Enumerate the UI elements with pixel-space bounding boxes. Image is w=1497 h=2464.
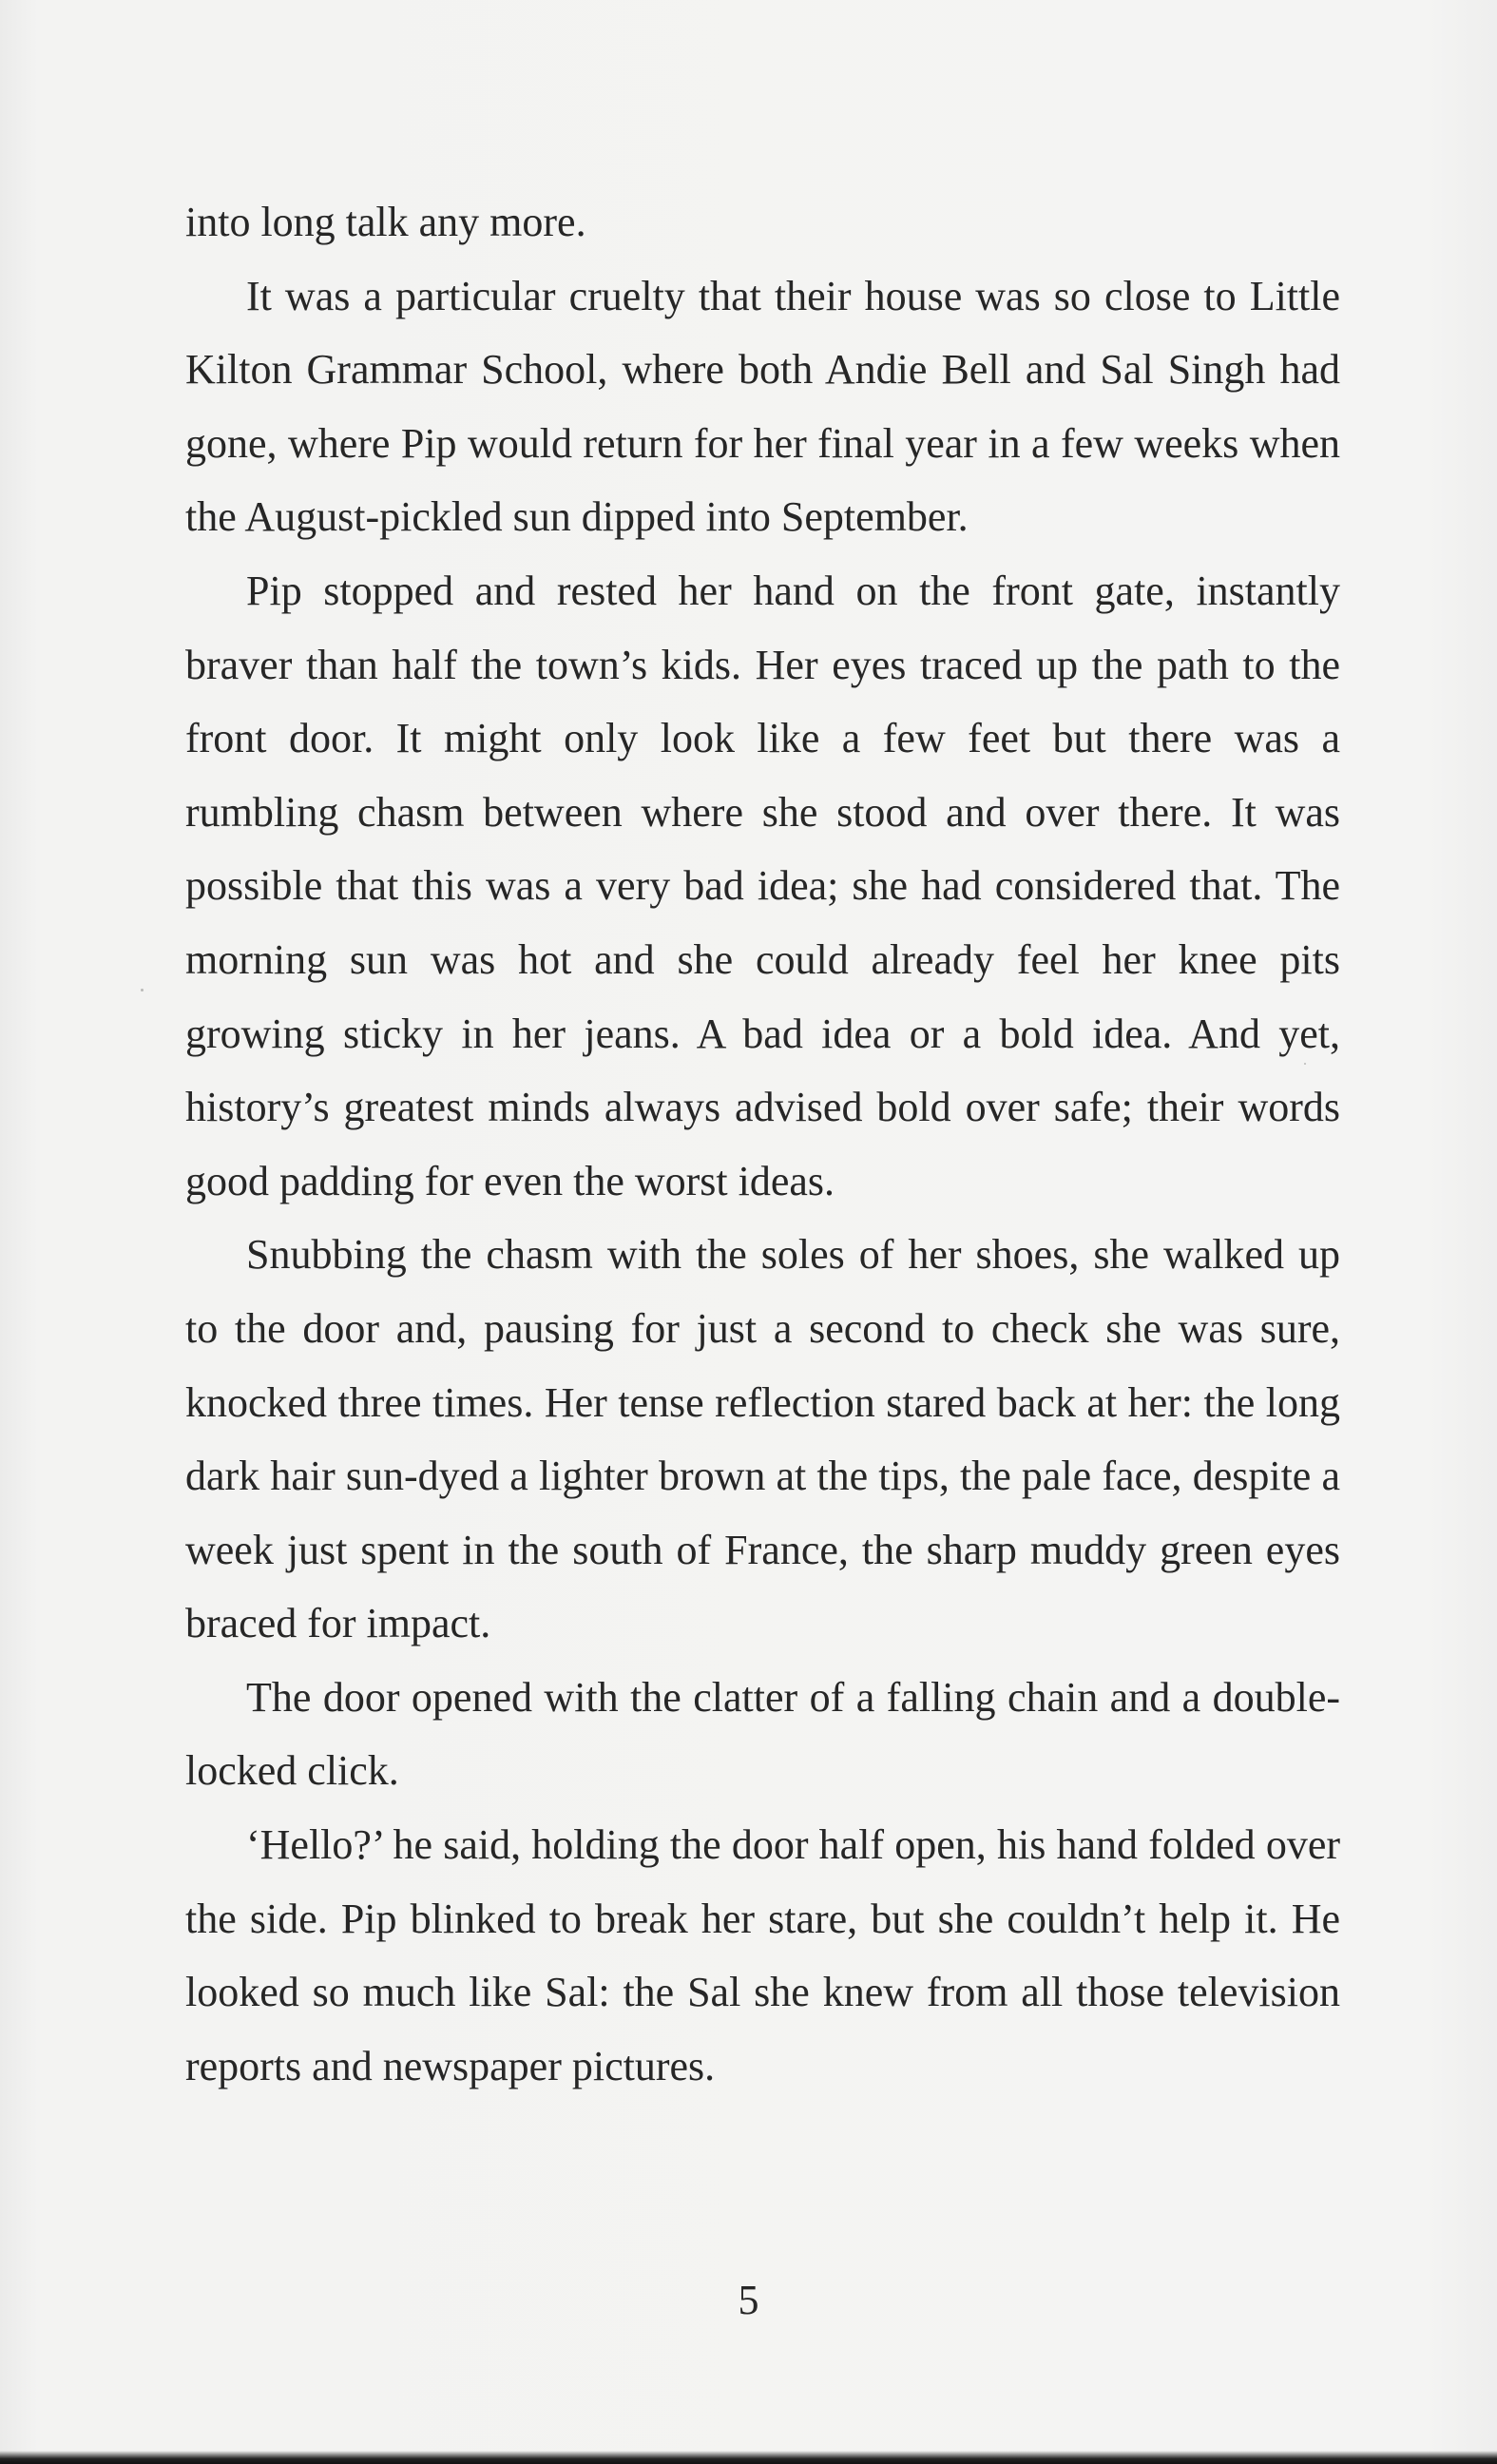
paragraph: Pip stopped and rested her hand on the front gate, instantly braver than half the town’s kids. Her eyes traced up the path to the front door. It might only look like a few feet but there was a rumbling chasm between where she stood and over there. It was possible that this was a very bad idea; she had considered that. The morning sun was hot and she could already feel her knee pits growing sticky in her jeans. A bad idea or a bold idea. And yet, history’s greatest minds always advised bold over safe; their words good padding for even the worst ideas. — [185, 567, 1340, 1204]
scan-bottom-edge — [0, 2451, 1497, 2464]
paper-speck — [141, 989, 144, 991]
body-text — [185, 185, 1340, 2103]
paragraph: ‘Hello?’ he said, holding the door half open, his hand folded over the side. Pip blinked to break her stare, but she couldn’t help it. He looked so much like Sal: the Sal she knew from all those television reports and newspaper pictures. — [185, 1821, 1340, 2089]
paragraph: It was a particular cruelty that their house was so close to Little Kilton Grammar School, where both Andie Bell and Sal Singh had gone, where Pip would return for her final year in a few weeks when the August-pickled sun dipped into September. — [185, 272, 1340, 541]
paragraph-continuation: into long talk any more. — [185, 199, 586, 245]
paragraph: Snubbing the chasm with the soles of her shoes, she walked up to the door and, pausing for just a second to check she was sure, knocked three times. Her tense reflection stared back at her: the long dark hair sun-dyed a lighter brown at the tips, the pale face, despite a week just spent in the south of France, the sharp muddy green eyes braced for impact. — [185, 1231, 1340, 1647]
paper-speck — [1304, 1063, 1306, 1065]
paragraph: The door opened with the clatter of a falling chain and a double-locked click. — [185, 1673, 1340, 1795]
page-number: 5 — [738, 2277, 759, 2323]
